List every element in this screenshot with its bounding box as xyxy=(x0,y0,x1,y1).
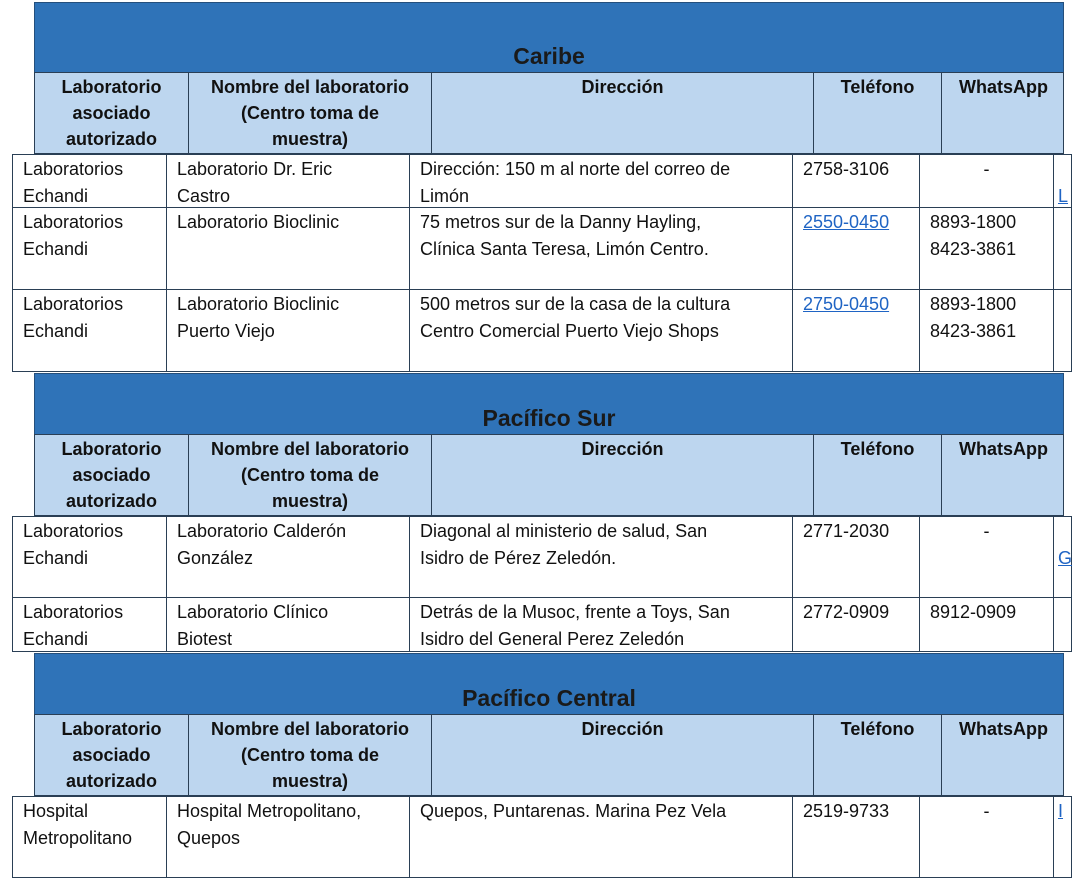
cell-telefono: 2758-3106 xyxy=(793,155,920,207)
cell-direccion: 75 metros sur de la Danny Hayling, Clínica Santa Teresa, Limón Centro. xyxy=(410,208,793,289)
region-band-caribe xyxy=(34,2,1064,73)
cell-nombre: Hospital Metropolitano, Quepos xyxy=(167,797,410,877)
cell-direccion: 500 metros sur de la casa de la cultura Centro Comercial Puerto Viejo Shops xyxy=(410,290,793,371)
cell-extra xyxy=(1054,290,1073,371)
cell-whatsapp: - xyxy=(920,155,1054,207)
table-row xyxy=(12,154,1072,208)
header-nombre: Nombre del laboratorio (Centro toma de muestra) xyxy=(189,73,432,153)
table-row xyxy=(12,208,1072,290)
header-whatsapp: WhatsApp xyxy=(959,439,1048,459)
header-telefono: Teléfono xyxy=(814,715,942,795)
table-row xyxy=(12,516,1072,598)
phone-link[interactable]: 2750-0450 xyxy=(793,290,920,371)
header-lab-asociado: Laboratorio asociado autorizado xyxy=(35,435,189,515)
cell-asociado: Laboratorios Echandi xyxy=(13,598,167,651)
cell-direccion: Quepos, Puntarenas. Marina Pez Vela xyxy=(410,797,793,877)
cell-extra-link[interactable]: G xyxy=(1058,548,1073,568)
table-header xyxy=(34,714,1064,796)
cell-extra xyxy=(1054,598,1073,651)
header-nombre: Nombre del laboratorio (Centro toma de muestra) xyxy=(189,715,432,795)
cell-asociado: Laboratorios Echandi xyxy=(13,517,167,597)
cell-nombre: Laboratorio Bioclinic Puerto Viejo xyxy=(167,290,410,371)
region-title: Pacífico Central xyxy=(462,685,636,711)
header-nombre: Nombre del laboratorio (Centro toma de muestra) xyxy=(189,435,432,515)
table-row xyxy=(12,598,1072,652)
cell-extra-link[interactable]: L xyxy=(1058,186,1069,206)
cell-telefono: 2519-9733 xyxy=(793,797,920,877)
cell-nombre: Laboratorio Calderón González xyxy=(167,517,410,597)
cell-nombre: Laboratorio Dr. Eric Castro xyxy=(167,155,410,207)
cell-extra-link[interactable]: I xyxy=(1058,801,1064,821)
header-whatsapp: WhatsApp xyxy=(959,719,1048,739)
table-row xyxy=(12,796,1072,878)
region-title: Caribe xyxy=(513,43,585,69)
cell-extra xyxy=(1054,208,1073,289)
table-header xyxy=(34,72,1064,154)
header-telefono: Teléfono xyxy=(814,435,942,515)
table-header xyxy=(34,434,1064,516)
cell-telefono: 2771-2030 xyxy=(793,517,920,597)
header-whatsapp: WhatsApp xyxy=(959,77,1048,97)
cell-asociado: Laboratorios Echandi xyxy=(13,290,167,371)
header-lab-asociado: Laboratorio asociado autorizado xyxy=(35,73,189,153)
cell-whatsapp: 8912-0909 xyxy=(920,598,1054,651)
header-direccion: Dirección xyxy=(432,73,814,153)
cell-direccion: Dirección: 150 m al norte del correo de Limón xyxy=(410,155,793,207)
cell-nombre: Laboratorio Clínico Biotest xyxy=(167,598,410,651)
cell-direccion: Diagonal al ministerio de salud, San Isidro de Pérez Zeledón. xyxy=(410,517,793,597)
region-band-pacifico-sur xyxy=(34,373,1064,435)
region-band-pacifico-central xyxy=(34,653,1064,715)
cell-whatsapp: - xyxy=(920,517,1054,597)
cell-nombre: Laboratorio Bioclinic xyxy=(167,208,410,289)
cell-whatsapp: - xyxy=(920,797,1054,877)
region-title: Pacífico Sur xyxy=(482,405,616,431)
cell-asociado: Laboratorios Echandi xyxy=(13,208,167,289)
header-direccion: Dirección xyxy=(432,715,814,795)
cell-direccion: Detrás de la Musoc, frente a Toys, San Isidro del General Perez Zeledón xyxy=(410,598,793,651)
cell-asociado: Laboratorios Echandi xyxy=(13,155,167,207)
table-row xyxy=(12,290,1072,372)
cell-asociado: Hospital Metropolitano xyxy=(13,797,167,877)
header-lab-asociado: Laboratorio asociado autorizado xyxy=(35,715,189,795)
header-telefono: Teléfono xyxy=(814,73,942,153)
cell-whatsapp: 8893-1800 8423-3861 xyxy=(920,208,1054,289)
phone-link[interactable]: 2550-0450 xyxy=(793,208,920,289)
cell-whatsapp: 8893-1800 8423-3861 xyxy=(920,290,1054,371)
header-direccion: Dirección xyxy=(432,435,814,515)
cell-telefono: 2772-0909 xyxy=(793,598,920,651)
